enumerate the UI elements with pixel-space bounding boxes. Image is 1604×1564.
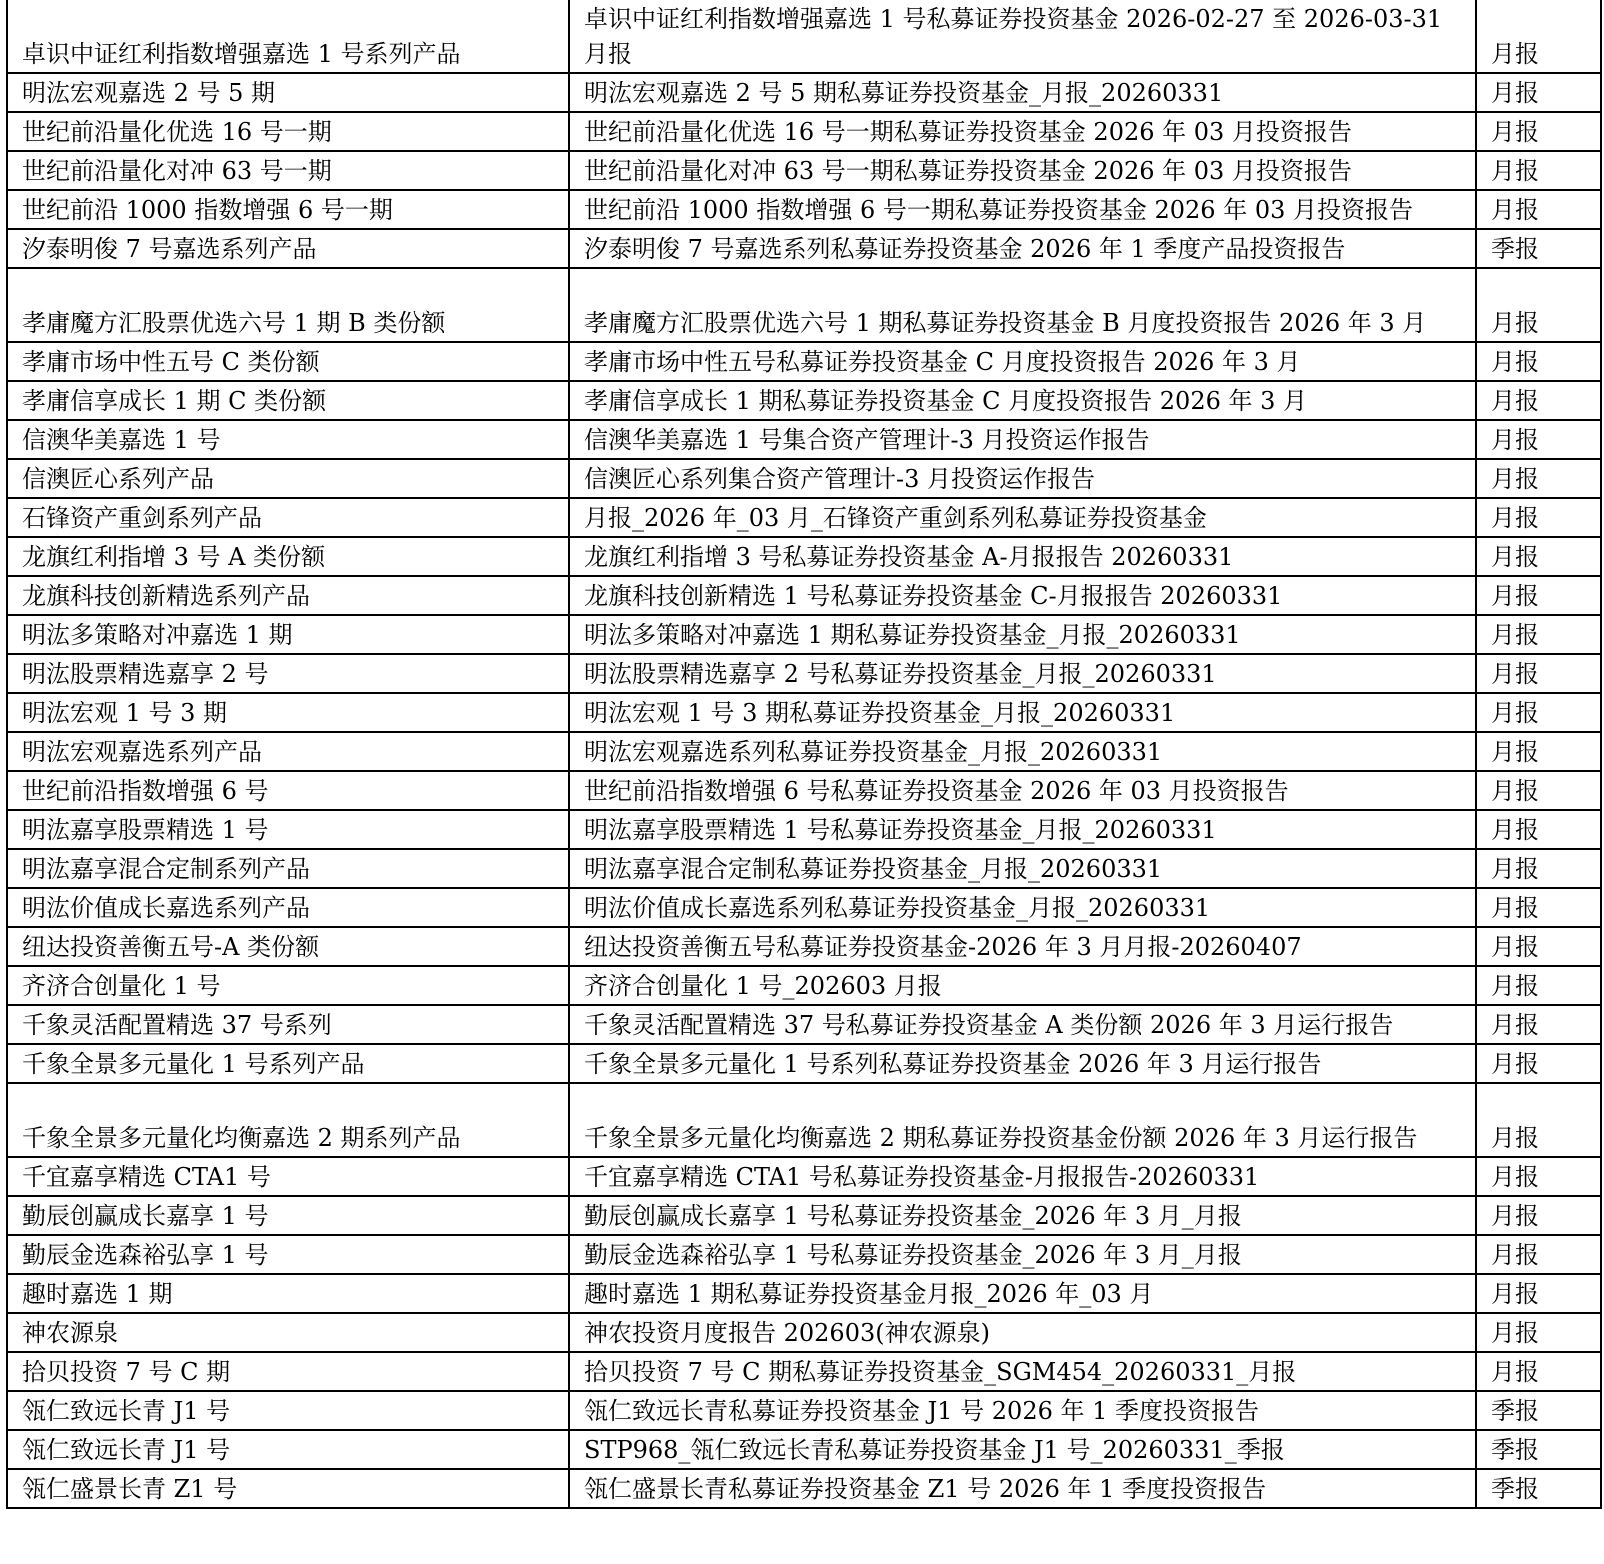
- report-title-cell: 卓识中证红利指数增强嘉选 1 号私募证券投资基金 2026-02-27 至 2026-03-31 月报: [569, 0, 1476, 73]
- table-row: [7, 1469, 1601, 1508]
- report-title-cell: 千象灵活配置精选 37 号私募证券投资基金 A 类份额 2026 年 3 月运行报告: [569, 1005, 1476, 1044]
- table-row: [7, 1391, 1601, 1430]
- product-name-cell: 世纪前沿指数增强 6 号: [7, 771, 569, 810]
- report-type-cell: 月报: [1476, 190, 1601, 229]
- table-row: [7, 771, 1601, 810]
- product-name-cell: 卓识中证红利指数增强嘉选 1 号系列产品: [7, 0, 569, 73]
- product-name-cell: 神农源泉: [7, 1313, 569, 1352]
- report-type-cell: 月报: [1476, 1157, 1601, 1196]
- report-type-cell: 月报: [1476, 498, 1601, 537]
- report-title-cell: 信澳华美嘉选 1 号集合资产管理计-3 月投资运作报告: [569, 420, 1476, 459]
- product-name-cell: 纽达投资善衡五号-A 类份额: [7, 927, 569, 966]
- table-row: [7, 1157, 1601, 1196]
- report-title-cell: 勤辰金选森裕弘享 1 号私募证券投资基金_2026 年 3 月_月报: [569, 1235, 1476, 1274]
- table-row: [7, 112, 1601, 151]
- table-row: [7, 229, 1601, 268]
- table-row: [7, 1313, 1601, 1352]
- report-type-cell: 月报: [1476, 771, 1601, 810]
- table-row: [7, 381, 1601, 420]
- report-type-cell: 月报: [1476, 1274, 1601, 1313]
- report-title-cell: 趣时嘉选 1 期私募证券投资基金月报_2026 年_03 月: [569, 1274, 1476, 1313]
- table-row: [7, 1235, 1601, 1274]
- product-name-cell: 世纪前沿量化优选 16 号一期: [7, 112, 569, 151]
- product-name-cell: 齐济合创量化 1 号: [7, 966, 569, 1005]
- product-name-cell: 龙旗红利指增 3 号 A 类份额: [7, 537, 569, 576]
- report-type-cell: 月报: [1476, 151, 1601, 190]
- product-name-cell: 龙旗科技创新精选系列产品: [7, 576, 569, 615]
- product-name-cell: 信澳华美嘉选 1 号: [7, 420, 569, 459]
- product-name-cell: 明汯嘉享股票精选 1 号: [7, 810, 569, 849]
- report-type-cell: 月报: [1476, 342, 1601, 381]
- report-title-cell: 龙旗红利指增 3 号私募证券投资基金 A-月报报告 20260331: [569, 537, 1476, 576]
- report-type-cell: 月报: [1476, 381, 1601, 420]
- table-row: [7, 0, 1601, 73]
- product-name-cell: 明汯宏观 1 号 3 期: [7, 693, 569, 732]
- report-type-cell: 月报: [1476, 810, 1601, 849]
- table-row: [7, 537, 1601, 576]
- product-name-cell: 勤辰创赢成长嘉享 1 号: [7, 1196, 569, 1235]
- table-row: [7, 576, 1601, 615]
- product-name-cell: 千象全景多元量化均衡嘉选 2 期系列产品: [7, 1083, 569, 1157]
- table-row: [7, 151, 1601, 190]
- report-type-cell: 月报: [1476, 459, 1601, 498]
- table-row: [7, 1196, 1601, 1235]
- product-name-cell: 千象灵活配置精选 37 号系列: [7, 1005, 569, 1044]
- report-type-cell: 月报: [1476, 1235, 1601, 1274]
- table-row: [7, 849, 1601, 888]
- product-name-cell: 明汯宏观嘉选系列产品: [7, 732, 569, 771]
- report-table: [6, 0, 1602, 1509]
- product-name-cell: 瓴仁致远长青 J1 号: [7, 1430, 569, 1469]
- report-title-cell: 千象全景多元量化均衡嘉选 2 期私募证券投资基金份额 2026 年 3 月运行报告: [569, 1083, 1476, 1157]
- report-title-cell: STP968_瓴仁致远长青私募证券投资基金 J1 号_20260331_季报: [569, 1430, 1476, 1469]
- product-name-cell: 勤辰金选森裕弘享 1 号: [7, 1235, 569, 1274]
- report-type-cell: 月报: [1476, 888, 1601, 927]
- report-title-cell: 汐泰明俊 7 号嘉选系列私募证券投资基金 2026 年 1 季度产品投资报告: [569, 229, 1476, 268]
- product-name-cell: 明汯股票精选嘉享 2 号: [7, 654, 569, 693]
- report-type-cell: 月报: [1476, 849, 1601, 888]
- report-title-cell: 明汯多策略对冲嘉选 1 期私募证券投资基金_月报_20260331: [569, 615, 1476, 654]
- report-title-cell: 明汯股票精选嘉享 2 号私募证券投资基金_月报_20260331: [569, 654, 1476, 693]
- report-type-cell: 月报: [1476, 537, 1601, 576]
- report-type-cell: 月报: [1476, 732, 1601, 771]
- product-name-cell: 千象全景多元量化 1 号系列产品: [7, 1044, 569, 1083]
- report-title-cell: 孝庸市场中性五号私募证券投资基金 C 月度投资报告 2026 年 3 月: [569, 342, 1476, 381]
- report-title-cell: 龙旗科技创新精选 1 号私募证券投资基金 C-月报报告 20260331: [569, 576, 1476, 615]
- report-title-cell: 千象全景多元量化 1 号系列私募证券投资基金 2026 年 3 月运行报告: [569, 1044, 1476, 1083]
- report-type-cell: 月报: [1476, 1313, 1601, 1352]
- product-name-cell: 汐泰明俊 7 号嘉选系列产品: [7, 229, 569, 268]
- report-title-cell: 明汯价值成长嘉选系列私募证券投资基金_月报_20260331: [569, 888, 1476, 927]
- table-row: [7, 1430, 1601, 1469]
- report-title-cell: 千宜嘉享精选 CTA1 号私募证券投资基金-月报报告-20260331: [569, 1157, 1476, 1196]
- product-name-cell: 明汯价值成长嘉选系列产品: [7, 888, 569, 927]
- report-title-cell: 齐济合创量化 1 号_202603 月报: [569, 966, 1476, 1005]
- product-name-cell: 明汯多策略对冲嘉选 1 期: [7, 615, 569, 654]
- product-name-cell: 千宜嘉享精选 CTA1 号: [7, 1157, 569, 1196]
- report-title-cell: 明汯嘉享混合定制私募证券投资基金_月报_20260331: [569, 849, 1476, 888]
- table-row: [7, 1083, 1601, 1157]
- table-row: [7, 459, 1601, 498]
- product-name-cell: 明汯宏观嘉选 2 号 5 期: [7, 73, 569, 112]
- report-type-cell: 月报: [1476, 73, 1601, 112]
- table-row: [7, 693, 1601, 732]
- report-title-cell: 孝庸信享成长 1 期私募证券投资基金 C 月度投资报告 2026 年 3 月: [569, 381, 1476, 420]
- table-row: [7, 810, 1601, 849]
- table-row: [7, 1005, 1601, 1044]
- product-name-cell: 孝庸魔方汇股票优选六号 1 期 B 类份额: [7, 268, 569, 342]
- table-row: [7, 1044, 1601, 1083]
- report-type-cell: 月报: [1476, 693, 1601, 732]
- report-title-cell: 孝庸魔方汇股票优选六号 1 期私募证券投资基金 B 月度投资报告 2026 年 3 月: [569, 268, 1476, 342]
- report-title-cell: 世纪前沿量化优选 16 号一期私募证券投资基金 2026 年 03 月投资报告: [569, 112, 1476, 151]
- product-name-cell: 世纪前沿量化对冲 63 号一期: [7, 151, 569, 190]
- report-type-cell: 月报: [1476, 1196, 1601, 1235]
- report-title-cell: 瓴仁致远长青私募证券投资基金 J1 号 2026 年 1 季度投资报告: [569, 1391, 1476, 1430]
- report-type-cell: 月报: [1476, 966, 1601, 1005]
- table-row: [7, 498, 1601, 537]
- report-type-cell: 月报: [1476, 1083, 1601, 1157]
- product-name-cell: 瓴仁致远长青 J1 号: [7, 1391, 569, 1430]
- product-name-cell: 瓴仁盛景长青 Z1 号: [7, 1469, 569, 1508]
- report-type-cell: 月报: [1476, 112, 1601, 151]
- product-name-cell: 石锋资产重剑系列产品: [7, 498, 569, 537]
- report-type-cell: 月报: [1476, 1005, 1601, 1044]
- report-title-cell: 明汯嘉享股票精选 1 号私募证券投资基金_月报_20260331: [569, 810, 1476, 849]
- table-row: [7, 966, 1601, 1005]
- table-row: [7, 615, 1601, 654]
- product-name-cell: 孝庸信享成长 1 期 C 类份额: [7, 381, 569, 420]
- report-title-cell: 明汯宏观嘉选 2 号 5 期私募证券投资基金_月报_20260331: [569, 73, 1476, 112]
- report-title-cell: 明汯宏观嘉选系列私募证券投资基金_月报_20260331: [569, 732, 1476, 771]
- report-type-cell: 月报: [1476, 0, 1601, 73]
- report-type-cell: 季报: [1476, 1430, 1601, 1469]
- report-type-cell: 月报: [1476, 420, 1601, 459]
- table-row: [7, 268, 1601, 342]
- report-title-cell: 世纪前沿指数增强 6 号私募证券投资基金 2026 年 03 月投资报告: [569, 771, 1476, 810]
- report-type-cell: 月报: [1476, 615, 1601, 654]
- product-name-cell: 信澳匠心系列产品: [7, 459, 569, 498]
- report-type-cell: 季报: [1476, 1391, 1601, 1430]
- report-title-cell: 世纪前沿量化对冲 63 号一期私募证券投资基金 2026 年 03 月投资报告: [569, 151, 1476, 190]
- report-type-cell: 月报: [1476, 576, 1601, 615]
- report-type-cell: 季报: [1476, 229, 1601, 268]
- product-name-cell: 世纪前沿 1000 指数增强 6 号一期: [7, 190, 569, 229]
- report-title-cell: 神农投资月度报告 202603(神农源泉): [569, 1313, 1476, 1352]
- table-row: [7, 342, 1601, 381]
- report-title-cell: 世纪前沿 1000 指数增强 6 号一期私募证券投资基金 2026 年 03 月投资报告: [569, 190, 1476, 229]
- table-row: [7, 888, 1601, 927]
- product-name-cell: 拾贝投资 7 号 C 期: [7, 1352, 569, 1391]
- table-row: [7, 190, 1601, 229]
- product-name-cell: 孝庸市场中性五号 C 类份额: [7, 342, 569, 381]
- table-row: [7, 73, 1601, 112]
- report-type-cell: 月报: [1476, 1352, 1601, 1391]
- table-row: [7, 1352, 1601, 1391]
- report-type-cell: 月报: [1476, 654, 1601, 693]
- report-title-cell: 勤辰创赢成长嘉享 1 号私募证券投资基金_2026 年 3 月_月报: [569, 1196, 1476, 1235]
- report-title-cell: 瓴仁盛景长青私募证券投资基金 Z1 号 2026 年 1 季度投资报告: [569, 1469, 1476, 1508]
- table-row: [7, 732, 1601, 771]
- report-title-cell: 纽达投资善衡五号私募证券投资基金-2026 年 3 月月报-20260407: [569, 927, 1476, 966]
- report-type-cell: 季报: [1476, 1469, 1601, 1508]
- report-type-cell: 月报: [1476, 268, 1601, 342]
- report-table-body: [7, 0, 1601, 1508]
- product-name-cell: 明汯嘉享混合定制系列产品: [7, 849, 569, 888]
- table-row: [7, 654, 1601, 693]
- report-title-cell: 月报_2026 年_03 月_石锋资产重剑系列私募证券投资基金: [569, 498, 1476, 537]
- table-row: [7, 927, 1601, 966]
- report-type-cell: 月报: [1476, 1044, 1601, 1083]
- table-row: [7, 420, 1601, 459]
- report-title-cell: 信澳匠心系列集合资产管理计-3 月投资运作报告: [569, 459, 1476, 498]
- report-title-cell: 明汯宏观 1 号 3 期私募证券投资基金_月报_20260331: [569, 693, 1476, 732]
- report-type-cell: 月报: [1476, 927, 1601, 966]
- product-name-cell: 趣时嘉选 1 期: [7, 1274, 569, 1313]
- report-title-cell: 拾贝投资 7 号 C 期私募证券投资基金_SGM454_20260331_月报: [569, 1352, 1476, 1391]
- table-row: [7, 1274, 1601, 1313]
